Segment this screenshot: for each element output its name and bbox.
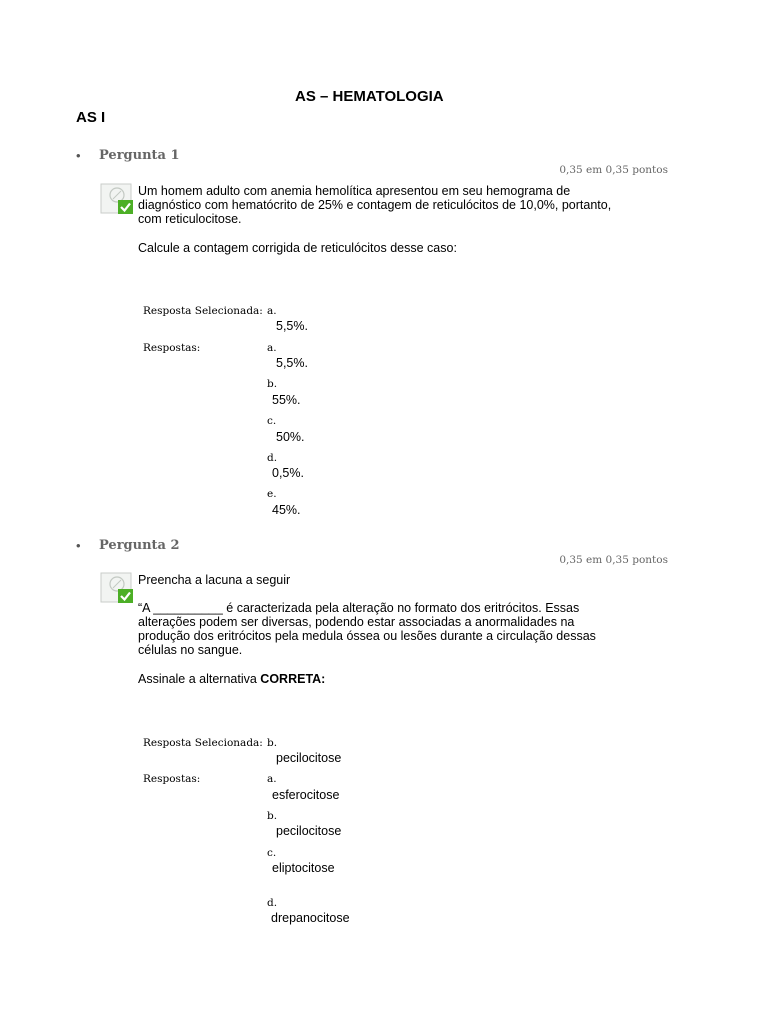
- question-1-score: 0,35 em 0,35 pontos: [559, 164, 668, 176]
- question-1-text: [138, 184, 611, 226]
- answer-letter: c.: [267, 847, 277, 859]
- answer-option: 55%.: [272, 393, 301, 407]
- answer-option: eliptocitose: [272, 861, 335, 875]
- answer-letter: d.: [267, 452, 278, 464]
- answer-option: 50%.: [276, 430, 305, 444]
- answer-option: 0,5%.: [272, 466, 304, 480]
- selected-answer-label: Resposta Selecionada:: [143, 737, 263, 749]
- correct-check-icon: [100, 183, 134, 215]
- answer-letter: a.: [267, 773, 277, 785]
- answers-label: Respostas:: [143, 773, 201, 785]
- question-text-line: alterações podem ser diversas, podendo estar associadas a anormalidades na: [138, 615, 575, 629]
- document-title: AS – HEMATOLOGIA: [295, 88, 444, 105]
- answer-option: 45%.: [272, 503, 301, 517]
- bullet: •: [76, 148, 81, 163]
- bullet: •: [76, 538, 81, 553]
- answer-option: pecilocitose: [276, 824, 342, 838]
- selected-answer-letter: a.: [267, 305, 277, 317]
- question-text-line: diagnóstico com hematócrito de 25% e contagem de reticulócitos de 10,0%, portanto,: [138, 198, 612, 212]
- question-1-prompt: Calcule a contagem corrigida de reticulócitos desse caso:: [138, 241, 457, 255]
- question-2-intro: Preencha a lacuna a seguir: [138, 573, 291, 587]
- selected-answer-value: 5,5%.: [276, 319, 308, 333]
- instruction-bold: CORRETA:: [260, 672, 326, 686]
- selected-answer-value: pecilocitose: [276, 751, 342, 765]
- answer-letter: d.: [267, 897, 278, 909]
- selected-answer-label: Resposta Selecionada:: [143, 305, 263, 317]
- answers-label: Respostas:: [143, 342, 201, 354]
- correct-check-icon: [100, 572, 134, 604]
- answer-option: esferocitose: [272, 788, 340, 802]
- question-1-heading: Pergunta 1: [99, 148, 180, 163]
- question-text-line: com reticulocitose.: [138, 212, 242, 226]
- question-text-line: Um homem adulto com anemia hemolítica apresentou em seu hemograma de: [138, 184, 571, 198]
- question-2-instruction: [138, 672, 325, 686]
- question-text-line: produção dos eritrócitos pela medula óssea ou lesões durante a circulação dessas: [138, 629, 596, 643]
- answer-letter: e.: [267, 488, 277, 500]
- answer-letter: c.: [267, 415, 277, 427]
- instruction-text: Assinale a alternativa: [138, 672, 261, 686]
- section-title: AS I: [76, 109, 106, 126]
- answer-letter: b.: [267, 810, 278, 822]
- answer-letter: b.: [267, 378, 278, 390]
- answer-option: drepanocitose: [271, 911, 350, 925]
- question-text-line: células no sangue.: [138, 643, 243, 657]
- question-2-score: 0,35 em 0,35 pontos: [559, 554, 668, 566]
- answer-option: 5,5%.: [276, 356, 308, 370]
- question-2-text: [138, 601, 596, 657]
- answer-letter: a.: [267, 342, 277, 354]
- selected-answer-letter: b.: [267, 737, 278, 749]
- question-text-line: “A __________ é caracterizada pela alteração no formato dos eritrócitos. Essas: [138, 601, 580, 615]
- question-2-heading: Pergunta 2: [99, 538, 180, 553]
